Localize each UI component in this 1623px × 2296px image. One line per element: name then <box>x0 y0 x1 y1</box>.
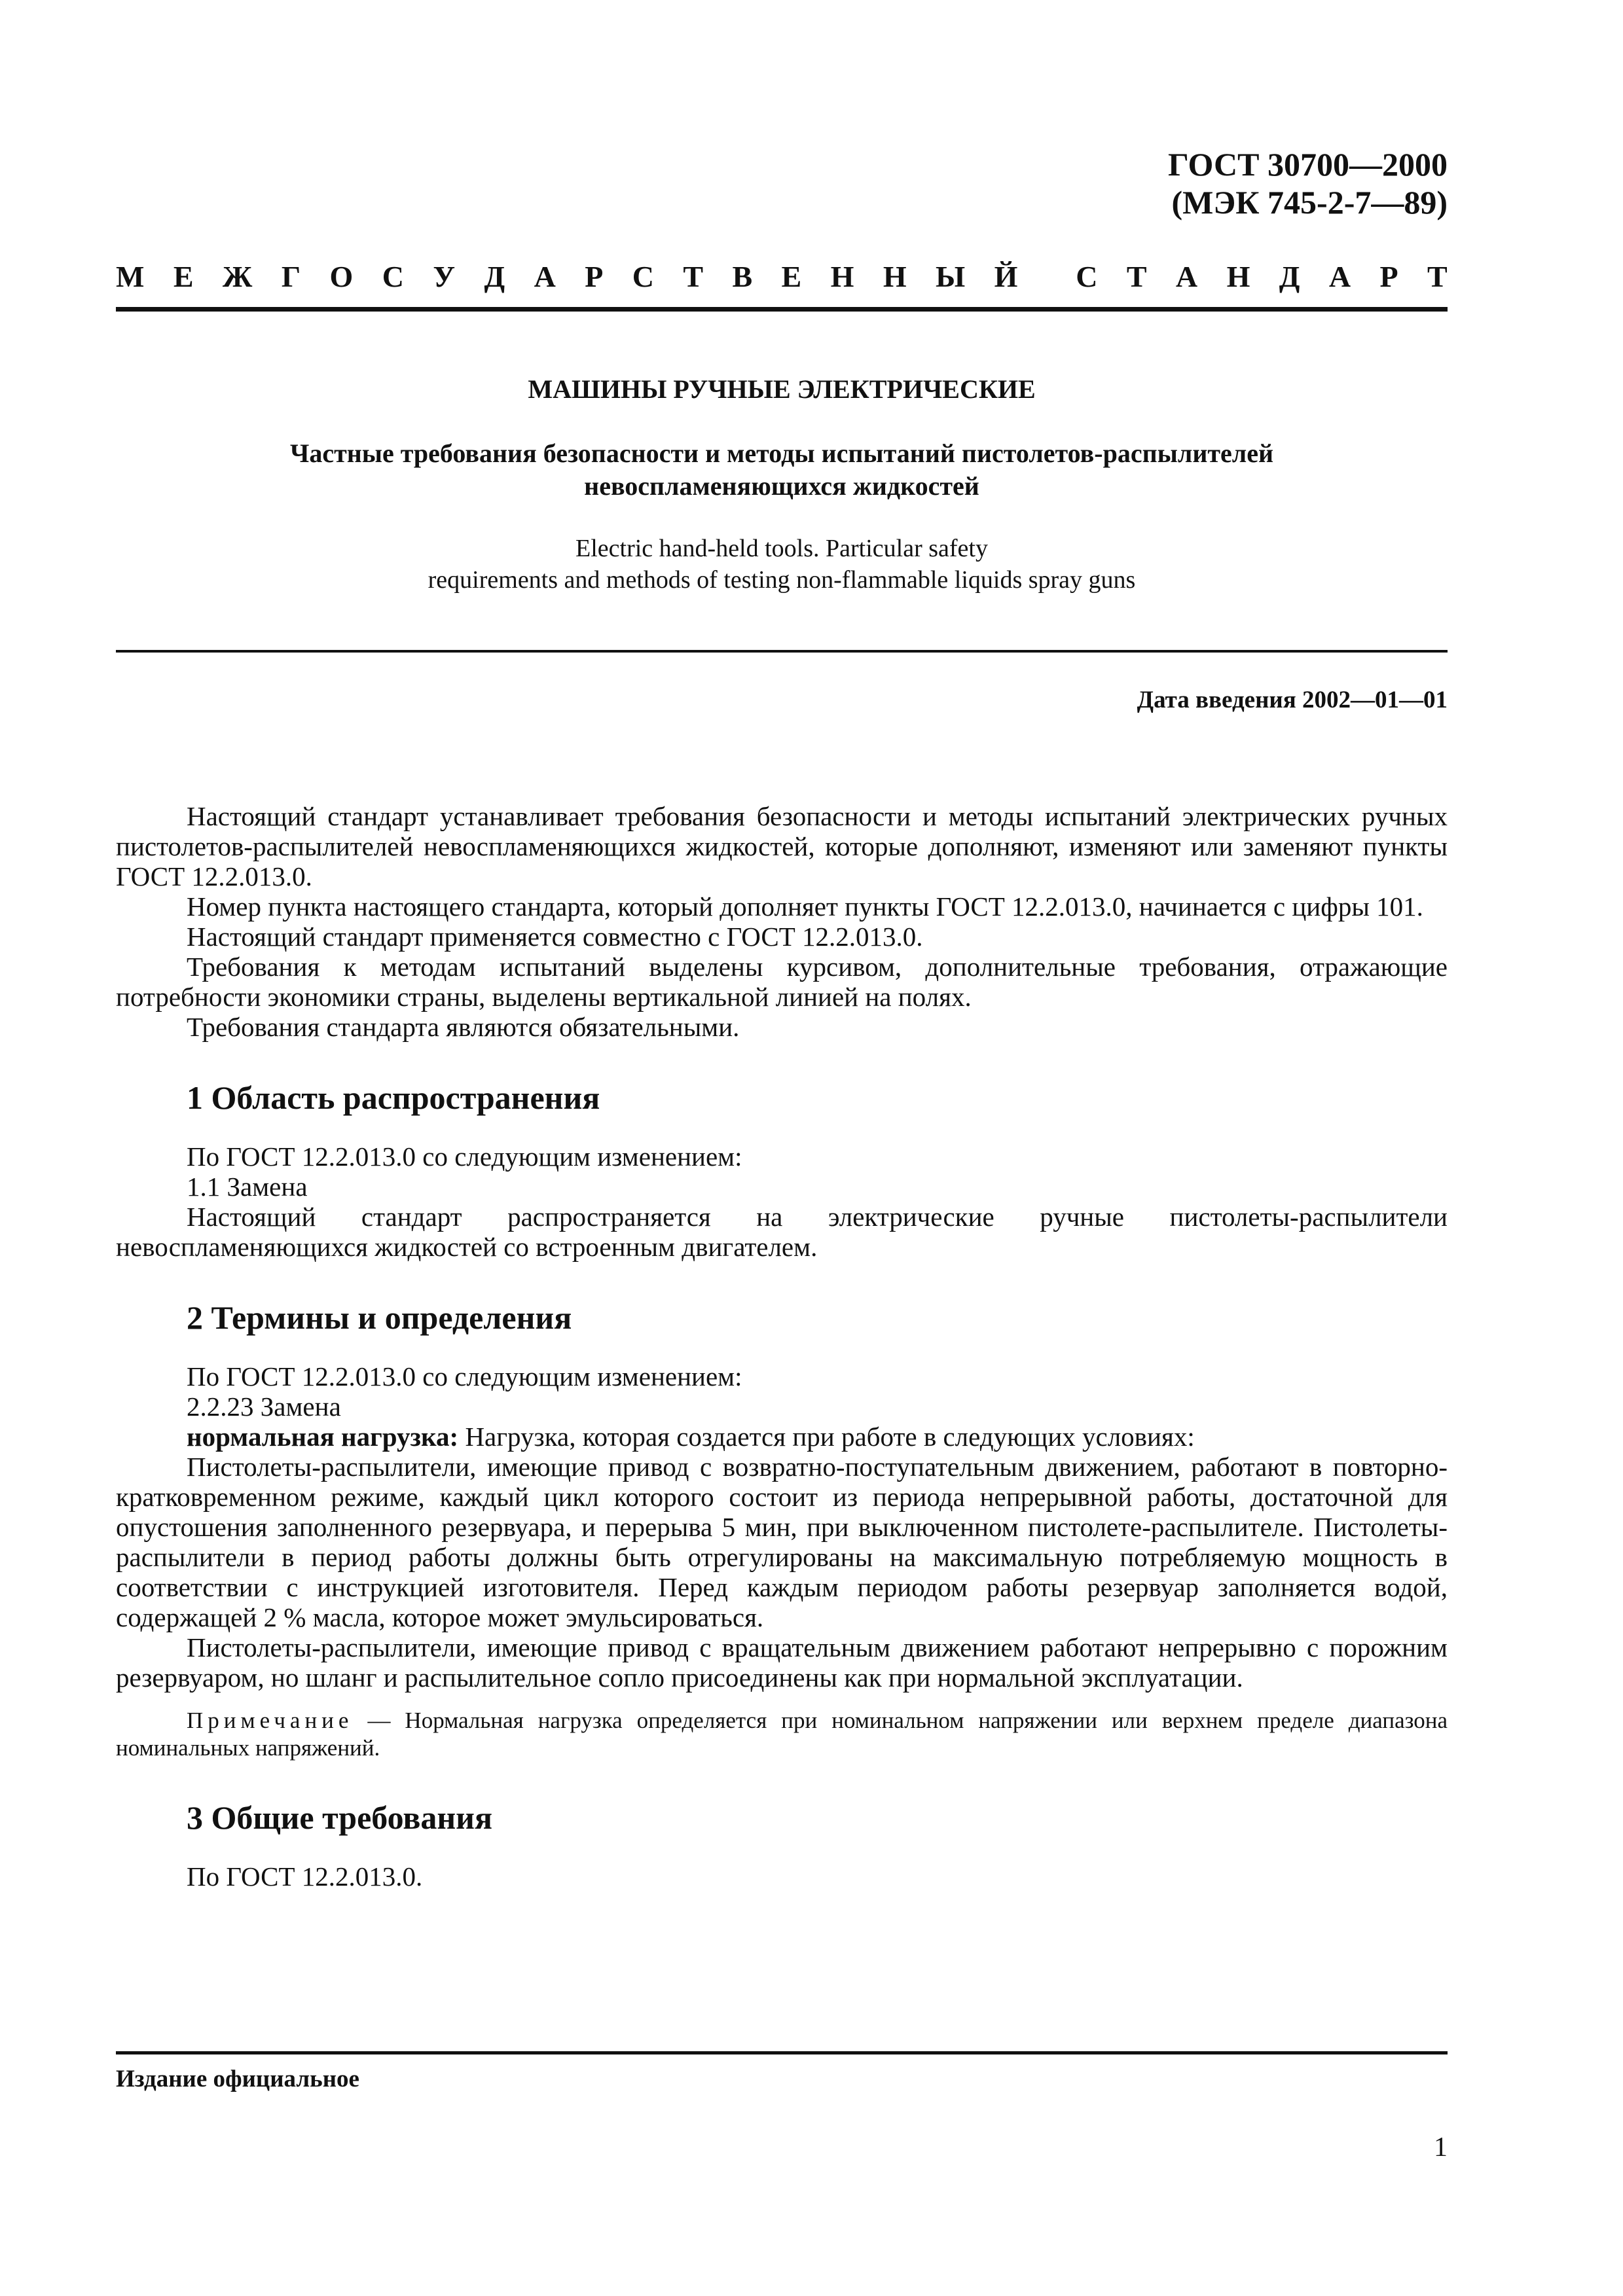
banner-letter: М <box>116 260 145 293</box>
banner-letter: Г <box>281 260 301 293</box>
section-3-paragraph: По ГОСТ 12.2.013.0. <box>187 1861 423 1892</box>
banner-letter: Д <box>1279 260 1300 293</box>
section-2-heading: 2 Термины и определения <box>187 1299 572 1336</box>
banner-letter: Т <box>1126 260 1147 293</box>
banner-letter: В <box>732 260 753 293</box>
banner-letter: А <box>1175 260 1198 293</box>
title-rule <box>116 650 1448 653</box>
section-2-paragraph: По ГОСТ 12.2.013.0 со следующим изменением: <box>187 1361 742 1391</box>
intro-paragraph: Настоящий стандарт устанавливает требования безопасности и методы испытаний электрических ручных пистолетов-распылителей невоспламеняющихся жидкостей, которые дополняют, изменяют или заменяют пункты ГОСТ 12.2.013.0. <box>116 801 1448 891</box>
english-title-line-2: requirements and methods of testing non-flammable liquids spray guns <box>428 566 1136 594</box>
banner-letter: А <box>1328 260 1351 293</box>
iec-number: (МЭК 745-2-7—89) <box>1171 184 1448 221</box>
section-2-paragraph: Пистолеты-распылители, имеющие привод с вращательным движением работают непрерывно с порожним резервуаром, но шланг и распылительное сопло присоединены как при нормальной эксплуатации. <box>116 1632 1448 1693</box>
banner-letter: С <box>1076 260 1098 293</box>
banner-letter: Т <box>1427 260 1448 293</box>
interstate-standard-banner <box>116 259 1448 295</box>
section-2-paragraph: 2.2.23 Замена <box>187 1391 341 1422</box>
introduction-date: Дата введения 2002—01—01 <box>1137 687 1448 713</box>
official-edition-label: Издание официальное <box>116 2066 359 2092</box>
banner-letter: Т <box>683 260 704 293</box>
intro-paragraph: Требования к методам испытаний выделены курсивом, дополнительные требования, отражающие потребности экономики страны, выделены вертикальной линией на полях. <box>116 952 1448 1012</box>
note-label: Примечание <box>187 1708 354 1733</box>
banner-letter: С <box>382 260 404 293</box>
section-3-heading: 3 Общие требования <box>187 1799 493 1836</box>
document-subtitle <box>116 437 1448 503</box>
note-text: — Нормальная нагрузка определяется при номинальном напряжении или верхнем пределе диапазона номинальных напряжений. <box>116 1708 1448 1761</box>
term-name: нормальная нагрузка: <box>187 1422 459 1452</box>
document-body <box>116 801 1448 1892</box>
section-2-paragraph: Пистолеты-распылители, имеющие привод с возвратно-поступательным движением, работают в повторно-кратковременном режиме, каждый цикл которого состоит из периода непрерывной работы, достаточной для опустошения заполненного резервуара, и перерыва 5 мин, при выключенном пистолете-распылителе. Пистолеты-распылители в период работы должны быть отрегулированы на максимальную потребляемую мощность в соответствии с инструкцией изготовителя. Перед каждым периодом работы резервуар заполняется водой, содержащей 2 % масла, которое может эмульсироваться. <box>116 1452 1448 1632</box>
english-title-line-1: Electric hand-held tools. Particular safety <box>575 535 988 562</box>
banner-letter: Н <box>1226 260 1250 293</box>
note <box>116 1707 1448 1762</box>
standard-number: ГОСТ 30700—2000 <box>1167 146 1448 183</box>
term-text: Нагрузка, которая создается при работе в следующих условиях: <box>458 1422 1195 1452</box>
banner-letter: А <box>534 260 556 293</box>
subtitle-line-2: невоспламеняющихся жидкостей <box>584 471 979 501</box>
banner-letter: Е <box>173 260 194 293</box>
subtitle-line-1: Частные требования безопасности и методы испытаний пистолетов-распылителей <box>289 439 1274 468</box>
document-title: МАШИНЫ РУЧНЫЕ ЭЛЕКТРИЧЕСКИЕ <box>528 374 1036 404</box>
banner-letter: Н <box>883 260 907 293</box>
banner-letter: Н <box>830 260 854 293</box>
banner-letter: У <box>433 260 456 293</box>
page-number: 1 <box>1434 2132 1448 2162</box>
banner-letter: Ж <box>222 260 253 293</box>
footer-rule <box>116 2051 1448 2054</box>
intro-paragraph: Номер пункта настоящего стандарта, который дополняет пункты ГОСТ 12.2.013.0, начинается с цифры 101. <box>187 891 1423 922</box>
term-definition <box>116 1422 1448 1452</box>
header-rule <box>116 307 1448 312</box>
english-title <box>116 533 1448 596</box>
section-1-paragraph: По ГОСТ 12.2.013.0 со следующим изменением: <box>187 1141 742 1172</box>
section-1-paragraph: 1.1 Замена <box>187 1172 308 1202</box>
banner-letter: Е <box>781 260 802 293</box>
banner-letter: Р <box>585 260 604 293</box>
intro-paragraph: Требования стандарта являются обязательными. <box>187 1012 740 1042</box>
standard-designation <box>1168 145 1448 221</box>
banner-letter: Й <box>994 260 1018 293</box>
banner-letter: Р <box>1379 260 1398 293</box>
section-1-heading: 1 Область распространения <box>187 1079 600 1116</box>
section-1-paragraph: Настоящий стандарт распространяется на электрические ручные пистолеты-распылители невоспламеняющихся жидкостей со встроенным двигателем. <box>116 1202 1448 1262</box>
intro-paragraph: Настоящий стандарт применяется совместно с ГОСТ 12.2.013.0. <box>187 922 923 952</box>
banner-letter: О <box>329 260 354 293</box>
banner-letter: С <box>632 260 654 293</box>
banner-letter: Д <box>484 260 505 293</box>
banner-letter: Ы <box>936 260 966 293</box>
